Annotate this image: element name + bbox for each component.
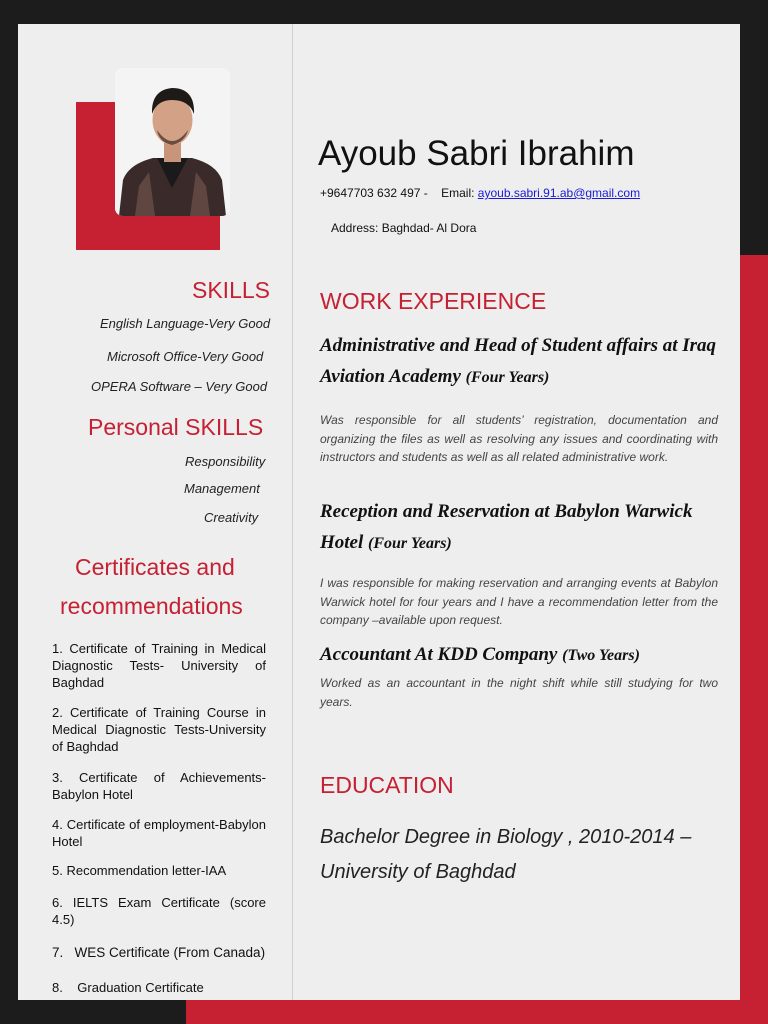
job-description: Worked as an accountant in the night shift while still studying for two years. — [320, 676, 718, 709]
certificate-item: 2. Certificate of Training Course in Medical Diagnostic Tests-University of Baghdad — [52, 705, 266, 754]
education-entry: Bachelor Degree in Biology , 2010-2014 – University of Baghdad — [320, 826, 692, 883]
resume-page — [18, 24, 740, 1000]
job-title: Reception and Reservation at Babylon Warwick Hotel (Four Years) — [320, 501, 693, 553]
personal-skill-item: Creativity — [204, 510, 259, 525]
accent-bar-right — [740, 255, 768, 1024]
certificates-heading: Certificates and — [75, 554, 235, 580]
person-silhouette-icon — [115, 68, 230, 216]
skill-item: English Language-Very Good — [100, 316, 271, 331]
certificate-item: 5. Recommendation letter-IAA — [52, 863, 227, 878]
profile-photo — [115, 68, 230, 216]
certificate-item: 8. Graduation Certificate — [52, 980, 204, 995]
email-label: Email: — [441, 186, 475, 200]
email-link[interactable]: ayoub.sabri.91.ab@gmail.com — [477, 186, 641, 200]
personal-skill-item: Responsibility — [185, 454, 266, 469]
personal-skills-heading: Personal SKILLS — [88, 414, 264, 440]
job-duration: (Four Years) — [368, 535, 452, 552]
job-description: Was responsible for all students’ registration, documentation and organizing the files as well as resolving any issues and coordinating with instructors and students as well as all related administrative work. — [320, 413, 718, 464]
job-title: Administrative and Head of Student affairs at Iraq Aviation Academy (Four Years) — [320, 335, 717, 387]
certificates-heading-line2: recommendations — [60, 593, 243, 619]
certificate-item: 4. Certificate of employment-Babylon Hotel — [52, 817, 266, 849]
address: Address: Baghdad- Al Dora — [331, 221, 477, 235]
candidate-name: Ayoub Sabri Ibrahim — [318, 134, 635, 173]
job-description: I was responsible for making reservation and arranging events at Babylon Warwick hotel for four years and I have a recommendation letter from the company –available upon request. — [320, 576, 718, 627]
work-experience-heading: WORK EXPERIENCE — [320, 288, 547, 314]
contact-line — [320, 186, 640, 200]
skill-item: Microsoft Office-Very Good — [107, 349, 264, 364]
accent-bar-bottom — [186, 1000, 768, 1024]
personal-skill-item: Management — [184, 481, 260, 496]
education-heading: EDUCATION — [320, 772, 454, 798]
skill-item: OPERA Software – Very Good — [91, 379, 268, 394]
certificate-item: 1. Certificate of Training in Medical Diagnostic Tests- University of Baghdad — [52, 641, 266, 690]
job-duration: (Two Years) — [562, 647, 640, 664]
job-duration: (Four Years) — [465, 369, 550, 386]
phone-number: +9647703 632 497 - — [320, 186, 428, 200]
certificate-item: 6. IELTS Exam Certificate (score 4.5) — [52, 895, 266, 927]
skills-heading: SKILLS — [192, 277, 270, 303]
job-title: Accountant At KDD Company (Two Years) — [320, 644, 640, 665]
column-divider — [292, 24, 293, 1000]
certificate-item: 3. Certificate of Achievements-Babylon Hotel — [52, 770, 266, 802]
certificate-item: 7. WES Certificate (From Canada) — [52, 945, 266, 960]
